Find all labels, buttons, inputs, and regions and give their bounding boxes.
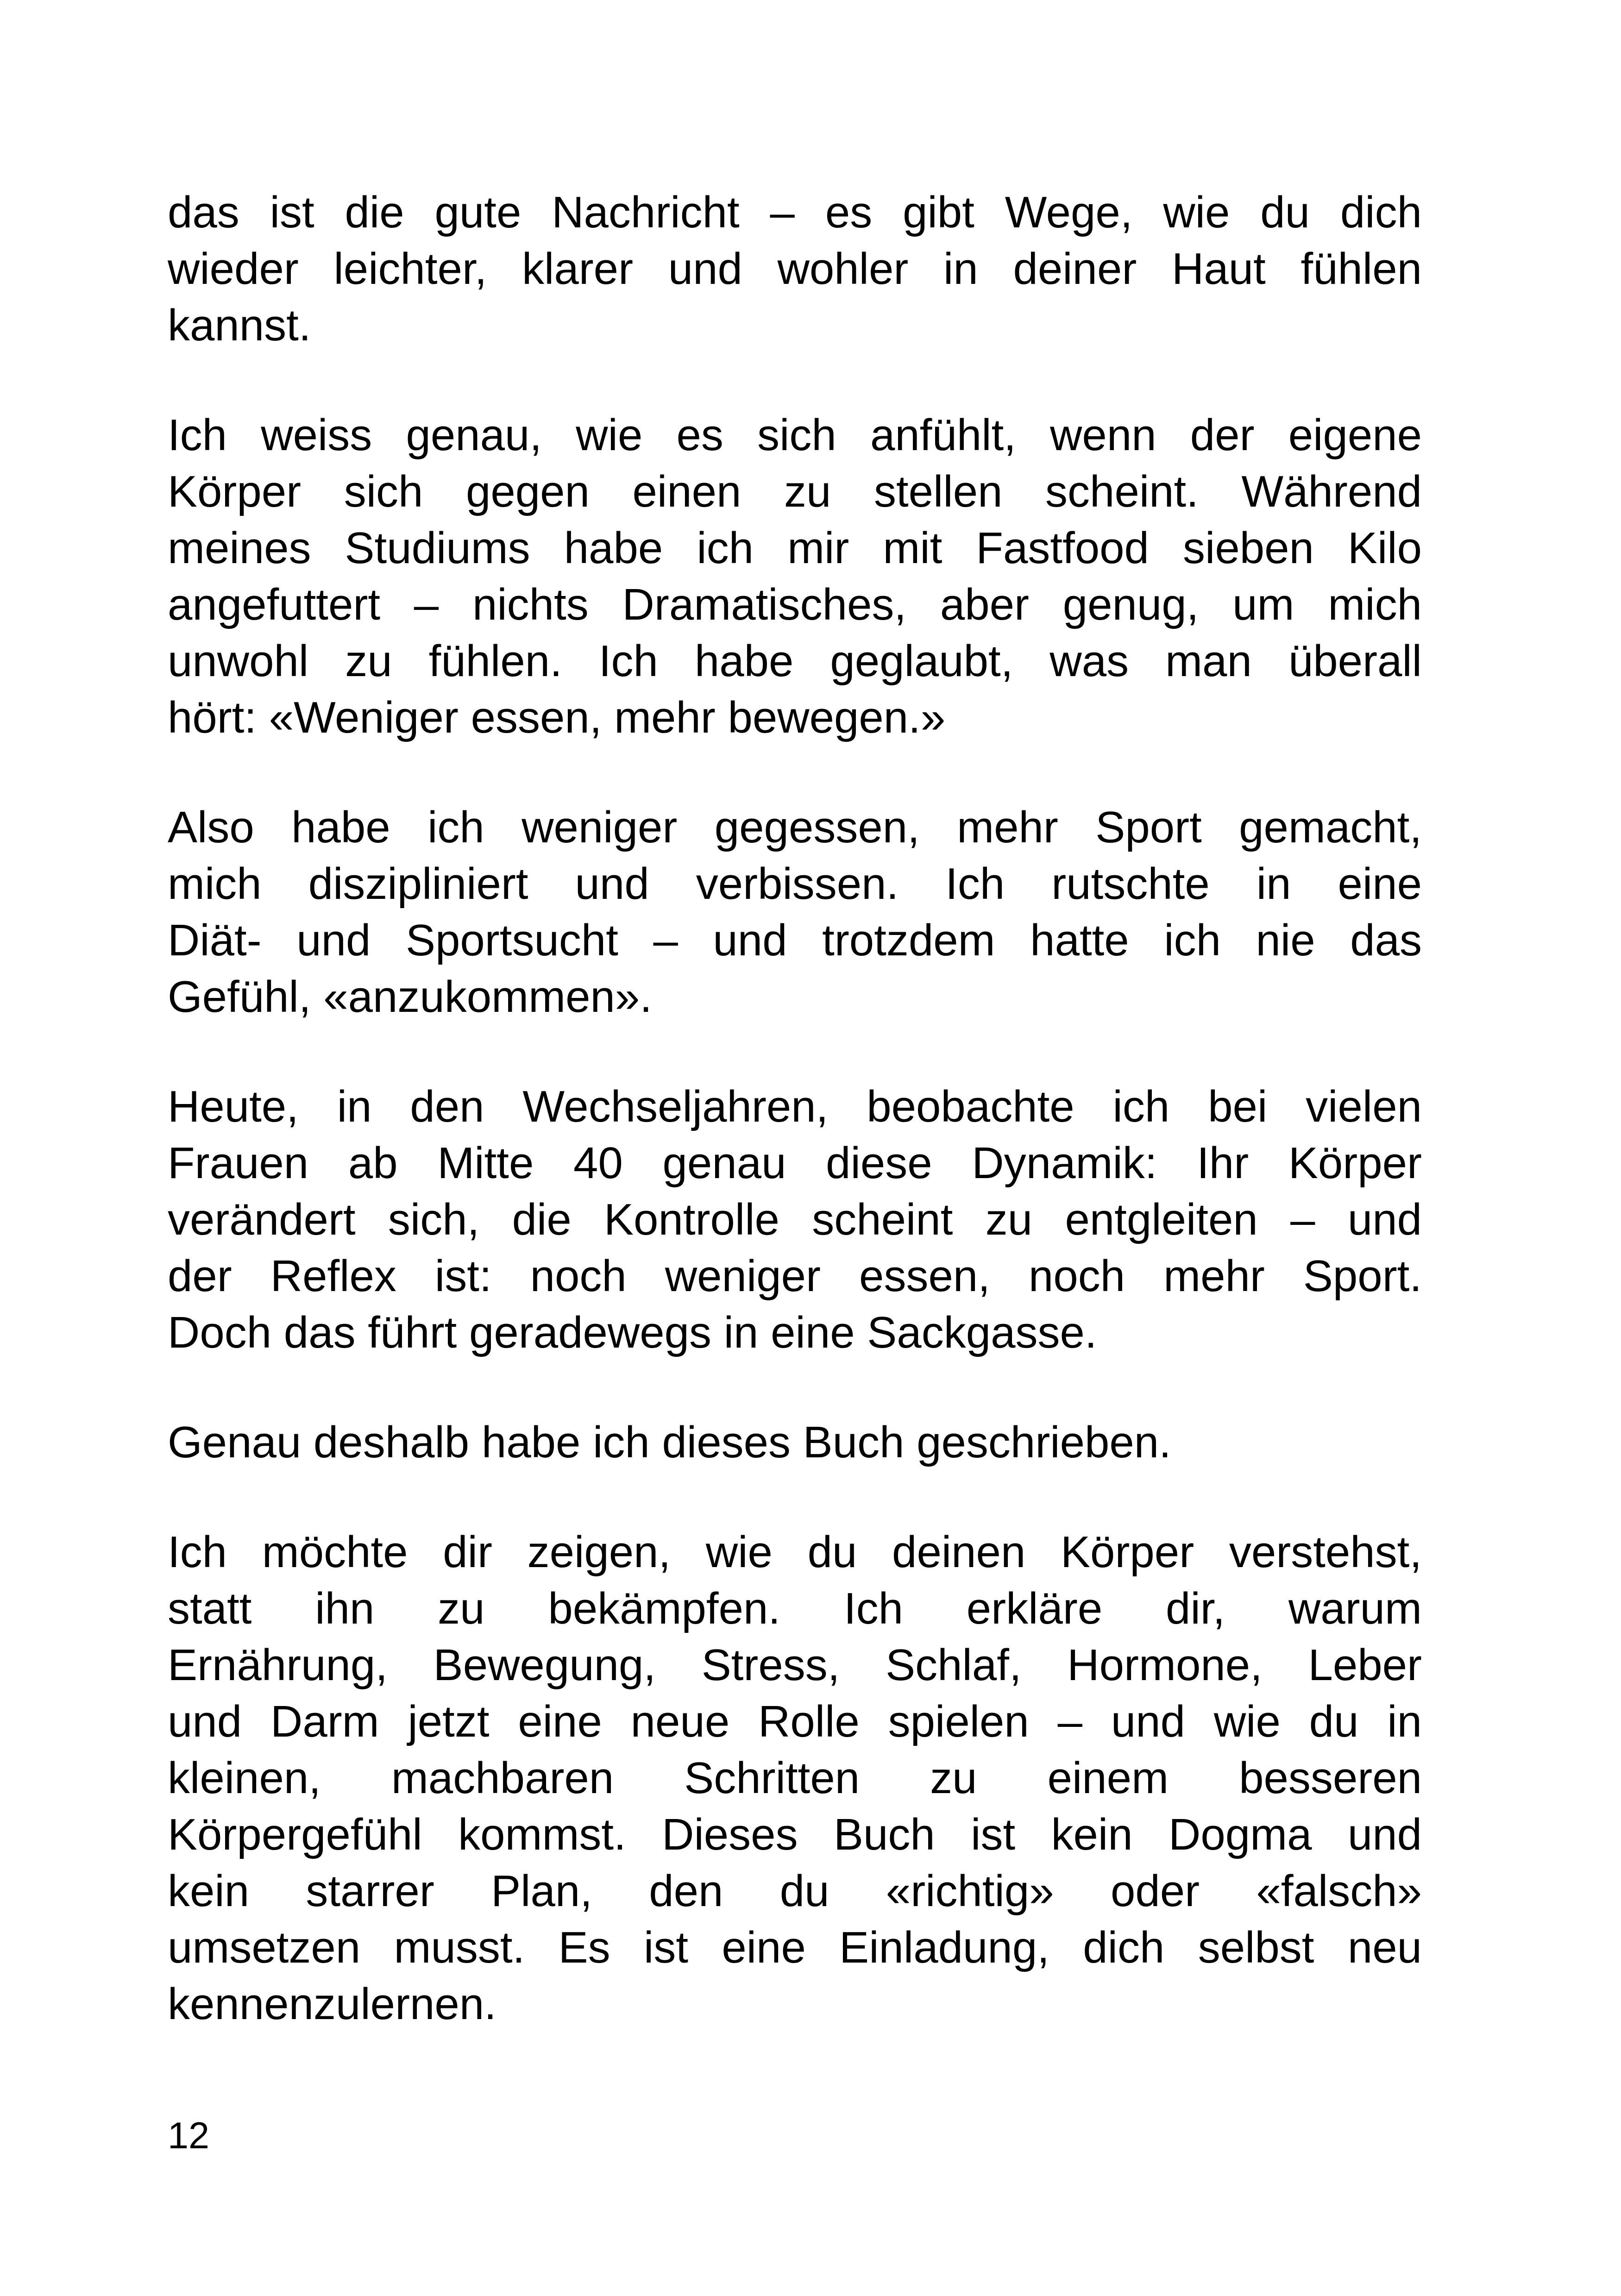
paragraph [168, 1524, 1422, 2033]
text-line: Genau deshalb habe ich dieses Buch geschrieben. [168, 1418, 1171, 1467]
text-line: unwohl zu fühlen. Ich habe geglaubt, was man überall [168, 636, 1422, 686]
paragraph [168, 1414, 1422, 1471]
page-number: 12 [168, 2115, 210, 2157]
text-line: mich diszipliniert und verbissen. Ich rutschte in eine [168, 859, 1422, 909]
text-line: kein starrer Plan, den du «richtig» oder «falsch» [168, 1866, 1422, 1916]
text-line: Frauen ab Mitte 40 genau diese Dynamik: Ihr Körper [168, 1138, 1422, 1188]
text-line: umsetzen musst. Es ist eine Einladung, dich selbst neu [168, 1923, 1422, 1972]
paragraph [168, 407, 1422, 746]
text-line: verändert sich, die Kontrolle scheint zu entgleiten – und [168, 1195, 1422, 1244]
paragraph [168, 799, 1422, 1025]
text-line: Also habe ich weniger gegessen, mehr Sport gemacht, [168, 803, 1422, 852]
text-line: meines Studiums habe ich mir mit Fastfood sieben Kilo [168, 523, 1422, 573]
text-line: das ist die gute Nachricht – es gibt Wege, wie du dich [168, 188, 1422, 237]
text-line: angefuttert – nichts Dramatisches, aber genug, um mich [168, 580, 1422, 629]
text-line: kennenzulernen. [168, 1979, 496, 2029]
text-line: Heute, in den Wechseljahren, beobachte ich bei vielen [168, 1082, 1422, 1131]
text-line: hört: «Weniger essen, mehr bewegen.» [168, 693, 946, 742]
text-line: statt ihn zu bekämpfen. Ich erkläre dir, warum [168, 1584, 1422, 1633]
text-line: wieder leichter, klarer und wohler in deiner Haut fühlen [168, 244, 1422, 294]
text-line: Ich weiss genau, wie es sich anfühlt, wenn der eigene [168, 410, 1422, 460]
text-line: Körper sich gegen einen zu stellen scheint. Während [168, 467, 1422, 516]
text-line: Gefühl, «anzukommen». [168, 972, 652, 1022]
body-text [168, 184, 1422, 2033]
text-line: Ich möchte dir zeigen, wie du deinen Körper verstehst, [168, 1527, 1422, 1577]
text-line: Ernährung, Bewegung, Stress, Schlaf, Hormone, Leber [168, 1640, 1422, 1690]
text-line: und Darm jetzt eine neue Rolle spielen – und wie du in [168, 1697, 1422, 1746]
paragraph [168, 184, 1422, 354]
text-line: Doch das führt geradewegs in eine Sackgasse. [168, 1308, 1097, 1357]
text-line: Diät- und Sportsucht – und trotzdem hatte ich nie das [168, 916, 1422, 965]
text-line: kleinen, machbaren Schritten zu einem besseren [168, 1753, 1422, 1803]
text-line: Körpergefühl kommst. Dieses Buch ist kein Dogma und [168, 1810, 1422, 1859]
text-line: der Reflex ist: noch weniger essen, noch mehr Sport. [168, 1251, 1422, 1301]
paragraph [168, 1079, 1422, 1361]
text-line: kannst. [168, 301, 311, 350]
